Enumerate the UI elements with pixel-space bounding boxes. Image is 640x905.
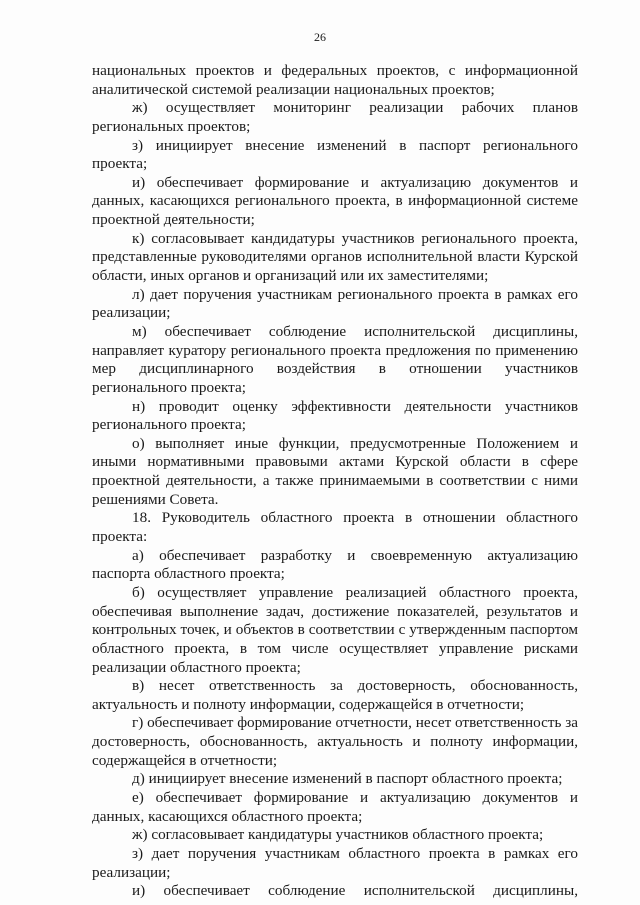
text-line: проекта; [92,155,148,173]
text-line: г) обеспечивает формирование отчетности, несет ответственность за [132,714,578,732]
text-line: реализации; [92,863,171,881]
text-line: и) обеспечивает формирование и актуализацию документов и [132,173,578,191]
text-line: ж) согласовывает кандидатуры участников областного проекта; [132,826,544,844]
text-line: з) инициирует внесение изменений в паспорт регионального [132,136,578,154]
text-line: мер дисциплинарного воздействия в отношении участников [92,360,578,378]
text-line: области, иных органов и организаций или их заместителями; [92,267,489,285]
text-line: регионального проекта; [92,416,246,434]
text-line: направляет куратору регионального проекта предложения по применению [92,341,578,359]
text-line: регионального проекта; [92,378,246,396]
text-line: м) обеспечивает соблюдение исполнительской дисциплины, [132,322,578,340]
text-line: а) обеспечивает разработку и своевременную актуализацию [132,546,578,564]
text-line: актуальность и полноту информации, содержащейся в отчетности; [92,695,525,713]
text-line: проектной деятельности, а также принимаемыми в соответствии с ними [92,472,578,490]
text-line: л) дает поручения участникам регионального проекта в рамках его [132,285,578,303]
text-line: е) обеспечивает формирование и актуализацию документов и [132,788,578,806]
text-line: н) проводит оценку эффективности деятельности участников [132,397,578,415]
page-number: 26 [314,30,326,44]
text-line: аналитической системой реализации национальных проектов; [92,80,495,98]
text-line: в) несет ответственность за достоверность, обоснованность, [132,677,578,695]
text-line: о) выполняет иные функции, предусмотренные Положением и [132,434,578,452]
text-line: решениями Совета. [92,490,219,508]
text-line: данных, касающихся областного проекта; [92,807,363,825]
text-line: паспорта областного проекта; [92,565,285,583]
text-line: национальных проектов и федеральных проектов, с информационной [92,62,578,79]
text-line: и) обеспечивает соблюдение исполнительской дисциплины, [132,882,578,900]
text-line: з) дает поручения участникам областного проекта в рамках его [132,844,578,862]
text-line: б) осуществляет управление реализацией областного проекта, [132,583,578,601]
text-line: ж) осуществляет мониторинг реализации рабочих планов [132,99,578,117]
text-line: обеспечивая выполнение задач, достижение показателей, результатов и [92,602,578,620]
text-line: д) инициирует внесение изменений в паспорт областного проекта; [132,770,563,788]
text-line: содержащейся в отчетности; [92,751,278,769]
text-line: реализации; [92,304,171,322]
text-line: иными нормативными правовыми актами Курской области в сфере [92,453,578,471]
text-line: представленные руководителями органов исполнительной власти Курской [92,248,578,266]
text-line: 18. Руководитель областного проекта в отношении областного [132,509,578,527]
body-text [92,62,578,901]
text-line: достоверность, обоснованность, актуальность и полноту информации, [92,733,578,751]
text-line: проектной деятельности; [92,211,255,229]
text-line: проекта: [92,528,148,546]
text-line: реализации областного проекта; [92,658,301,676]
text-line: контрольных точек, и объектов в соответствии с утвержденным паспортом [92,621,578,639]
text-line: данных, касающихся регионального проекта, в информационной системе [92,192,578,210]
text-line: областного проекта, в том числе осуществляет управление рисками [92,639,578,657]
text-line: к) согласовывает кандидатуры участников регионального проекта, [132,229,578,247]
text-line: региональных проектов; [92,117,251,135]
